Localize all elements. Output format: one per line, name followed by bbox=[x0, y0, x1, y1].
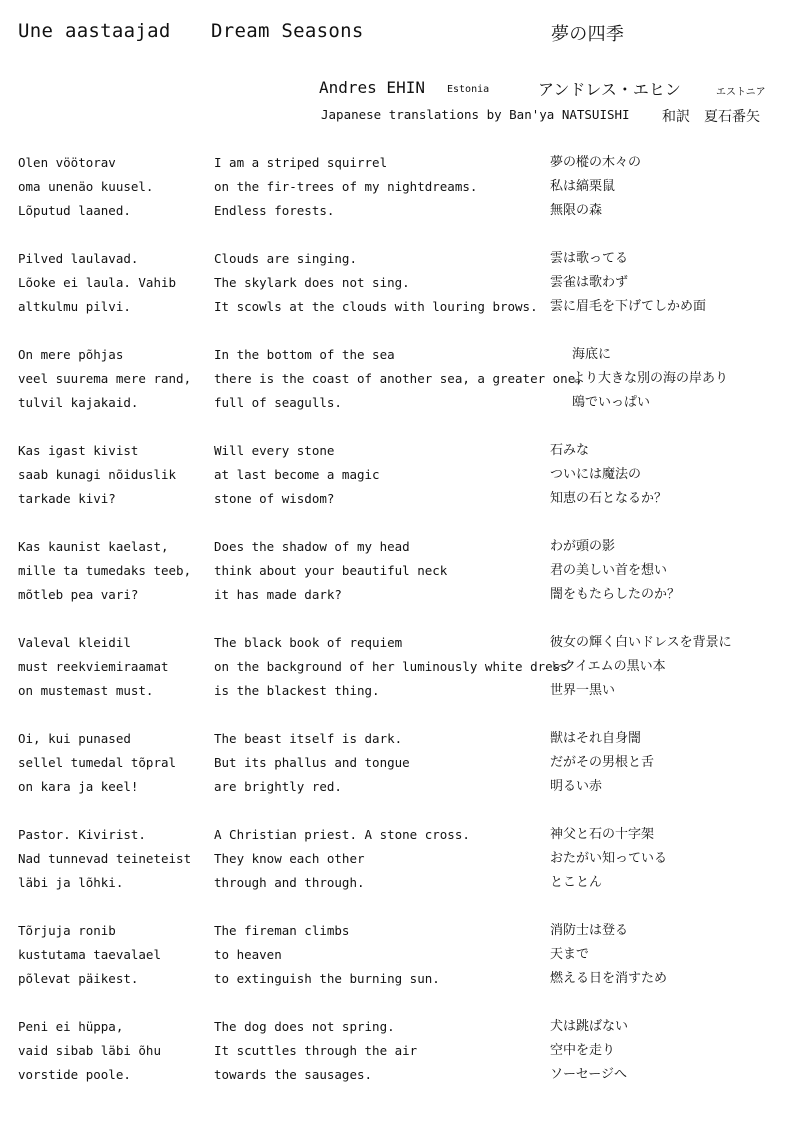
poem-line: The fireman climbs bbox=[214, 923, 350, 938]
stanza bbox=[0, 1015, 794, 1087]
poem-line: on mustemast must. bbox=[18, 683, 154, 698]
estonian-column bbox=[18, 823, 191, 895]
poem-line: think about your beautiful neck bbox=[214, 563, 448, 578]
poem-line: towards the sausages. bbox=[214, 1067, 373, 1082]
japanese-column bbox=[550, 631, 732, 703]
poem-line: põlevat päikest. bbox=[18, 971, 139, 986]
poem-line: on the fir-trees of my nightdreams. bbox=[214, 179, 478, 194]
poem-line: on kara ja keel! bbox=[18, 779, 139, 794]
poem-line: Lõputud laaned. bbox=[18, 203, 131, 218]
poem-line: veel suurema mere rand, bbox=[18, 371, 192, 386]
estonian-column bbox=[18, 439, 176, 511]
poem-line: だがその男根と舌 bbox=[550, 755, 655, 770]
japanese-column bbox=[550, 439, 667, 511]
poem-line: vaid sibab läbi õhu bbox=[18, 1043, 161, 1058]
poem-line: 君の美しい首を想い bbox=[550, 563, 668, 578]
poem-line: 私は縞栗鼠 bbox=[550, 179, 616, 194]
poem-line: 闇をもたらしたのか？ bbox=[550, 587, 681, 602]
japanese-column bbox=[550, 823, 667, 895]
translator-credit: Japanese translations by Ban'ya NATSUISHI bbox=[321, 107, 630, 122]
poem-line: Does the shadow of my head bbox=[214, 539, 410, 554]
estonian-column bbox=[18, 919, 161, 991]
poem-line: Peni ei hüppa, bbox=[18, 1019, 124, 1034]
poem-line: Oi, kui punased bbox=[18, 731, 131, 746]
poem-line: 夢の樅の木々の bbox=[550, 155, 642, 170]
poem-line: But its phallus and tongue bbox=[214, 755, 410, 770]
poem-line: tarkade kivi? bbox=[18, 491, 116, 506]
japanese-column bbox=[550, 727, 654, 799]
english-column bbox=[214, 439, 380, 511]
estonian-column bbox=[18, 343, 191, 415]
poem-line: Endless forests. bbox=[214, 203, 335, 218]
poem-line: On mere põhjas bbox=[18, 347, 124, 362]
poem-line: The skylark does not sing. bbox=[214, 275, 410, 290]
poem-line: おたがい知っている bbox=[550, 851, 668, 866]
poem-line: läbi ja lõhki. bbox=[18, 875, 124, 890]
poem-line: Clouds are singing. bbox=[214, 251, 357, 266]
poem-line: mõtleb pea vari? bbox=[18, 587, 139, 602]
poem-line: 天まで bbox=[550, 947, 590, 962]
author-name: Andres EHIN bbox=[319, 78, 425, 97]
title-japanese: 夢の四季 bbox=[551, 24, 625, 45]
poem-line: there is the coast of another sea, a greater one, bbox=[214, 371, 583, 386]
poem-line: The black book of requiem bbox=[214, 635, 403, 650]
estonian-column bbox=[18, 1015, 161, 1087]
translator-credit-japanese: 和訳 夏石番矢 bbox=[662, 109, 760, 125]
japanese-column bbox=[550, 919, 667, 991]
poem-line: より大きな別の海の岸あり bbox=[572, 371, 729, 386]
poem-line: Lõoke ei laula. Vahib bbox=[18, 275, 177, 290]
poem-line: 無限の森 bbox=[550, 203, 603, 218]
poem-line: are brightly red. bbox=[214, 779, 342, 794]
stanza bbox=[0, 343, 794, 415]
english-column bbox=[214, 151, 477, 223]
english-column bbox=[214, 823, 470, 895]
estonian-column bbox=[18, 631, 169, 703]
poem-line: Nad tunnevad teineteist bbox=[18, 851, 192, 866]
poem-line: kustutama taevalael bbox=[18, 947, 161, 962]
poem-line: to extinguish the burning sun. bbox=[214, 971, 440, 986]
poem-line: ついには魔法の bbox=[550, 467, 642, 482]
estonian-column bbox=[18, 151, 153, 223]
japanese-column bbox=[550, 1015, 628, 1087]
poem-line: レクイエムの黒い本 bbox=[550, 659, 666, 674]
poem-line: vorstide poole. bbox=[18, 1067, 131, 1082]
english-column bbox=[214, 535, 447, 607]
poem-line: とことん bbox=[550, 875, 603, 890]
poem-line: 知恵の石となるか？ bbox=[550, 491, 668, 506]
poem-line: The dog does not spring. bbox=[214, 1019, 395, 1034]
poem-line: Will every stone bbox=[214, 443, 335, 458]
poem-line: sellel tumedal tõpral bbox=[18, 755, 177, 770]
stanza bbox=[0, 631, 794, 703]
poem-line: through and through. bbox=[214, 875, 365, 890]
poem-line: ソーセージへ bbox=[550, 1067, 627, 1082]
japanese-column bbox=[550, 247, 706, 319]
poem-line: tulvil kajakaid. bbox=[18, 395, 139, 410]
poem-line: It scuttles through the air bbox=[214, 1043, 418, 1058]
estonian-column bbox=[18, 247, 176, 319]
poem-line: 神父と石の十字架 bbox=[550, 827, 655, 842]
japanese-column bbox=[572, 343, 728, 415]
poem-line: I am a striped squirrel bbox=[214, 155, 388, 170]
english-column bbox=[214, 919, 440, 991]
stanza bbox=[0, 919, 794, 991]
title-english: Dream Seasons bbox=[211, 20, 364, 42]
poem-line: it has made dark? bbox=[214, 587, 342, 602]
poem-line: A Christian priest. A stone cross. bbox=[214, 827, 470, 842]
poem-line: 彼女の輝く白いドレスを背景に bbox=[550, 635, 732, 650]
poem-line: 海底に bbox=[572, 347, 612, 362]
stanza bbox=[0, 247, 794, 319]
poem-line: 世界一黒い bbox=[550, 683, 616, 698]
poem-line: on the background of her luminously white dress bbox=[214, 659, 568, 674]
poem-line: 燃える日を消すため bbox=[550, 971, 668, 986]
japanese-column bbox=[550, 151, 641, 223]
poem-line: わが頭の影 bbox=[550, 539, 616, 554]
poem-line: 消防士は登る bbox=[550, 923, 629, 938]
stanza bbox=[0, 151, 794, 223]
stanza bbox=[0, 727, 794, 799]
estonian-column bbox=[18, 535, 191, 607]
poem-line: Pastor. Kivirist. bbox=[18, 827, 146, 842]
title-estonian: Une aastaajad bbox=[18, 20, 171, 42]
poem-line: Tõrjuja ronib bbox=[18, 923, 116, 938]
english-column bbox=[214, 343, 583, 415]
japanese-column bbox=[550, 535, 680, 607]
poem-line: 犬は跳ばない bbox=[550, 1019, 629, 1034]
poem-line: Valeval kleidil bbox=[18, 635, 131, 650]
poem-line: 空中を走り bbox=[550, 1043, 616, 1058]
estonian-column bbox=[18, 727, 176, 799]
author-country: Estonia bbox=[447, 84, 490, 95]
english-column bbox=[214, 631, 568, 703]
poem-line: oma unenäo kuusel. bbox=[18, 179, 154, 194]
poem-line: full of seagulls. bbox=[214, 395, 342, 410]
author-country-japanese: エストニア bbox=[716, 87, 766, 98]
english-column bbox=[214, 727, 410, 799]
poem-line: 明るい赤 bbox=[550, 779, 603, 794]
poem-line: 獣はそれ自身闇 bbox=[550, 731, 642, 746]
english-column bbox=[214, 1015, 417, 1087]
author-name-japanese: アンドレス・エヒン bbox=[538, 80, 681, 99]
poem-line: Kas kaunist kaelast, bbox=[18, 539, 169, 554]
poem-line: is the blackest thing. bbox=[214, 683, 380, 698]
poem-line: Olen vöötorav bbox=[18, 155, 116, 170]
poem-line: It scowls at the clouds with louring brows. bbox=[214, 299, 538, 314]
poem-line: 雲雀は歌わず bbox=[550, 275, 629, 290]
poem-line: Pilved laulavad. bbox=[18, 251, 139, 266]
poem-line: 石みな bbox=[550, 443, 590, 458]
poem-line: stone of wisdom? bbox=[214, 491, 335, 506]
english-column bbox=[214, 247, 538, 319]
poem-line: to heaven bbox=[214, 947, 282, 962]
poem-line: at last become a magic bbox=[214, 467, 380, 482]
poem-line: must reekviemiraamat bbox=[18, 659, 169, 674]
poem-line: Kas igast kivist bbox=[18, 443, 139, 458]
poem-line: The beast itself is dark. bbox=[214, 731, 403, 746]
stanza bbox=[0, 439, 794, 511]
stanza bbox=[0, 823, 794, 895]
poem-line: mille ta tumedaks teeb, bbox=[18, 563, 192, 578]
poem-line: 雲に眉毛を下げてしかめ面 bbox=[550, 299, 707, 314]
poem-line: altkulmu pilvi. bbox=[18, 299, 131, 314]
poem-line: 鴎でいっぱい bbox=[572, 395, 651, 410]
poem-line: They know each other bbox=[214, 851, 365, 866]
stanza bbox=[0, 535, 794, 607]
poem-line: 雲は歌ってる bbox=[550, 251, 629, 266]
poem-line: In the bottom of the sea bbox=[214, 347, 395, 362]
poem-line: saab kunagi nõiduslik bbox=[18, 467, 177, 482]
